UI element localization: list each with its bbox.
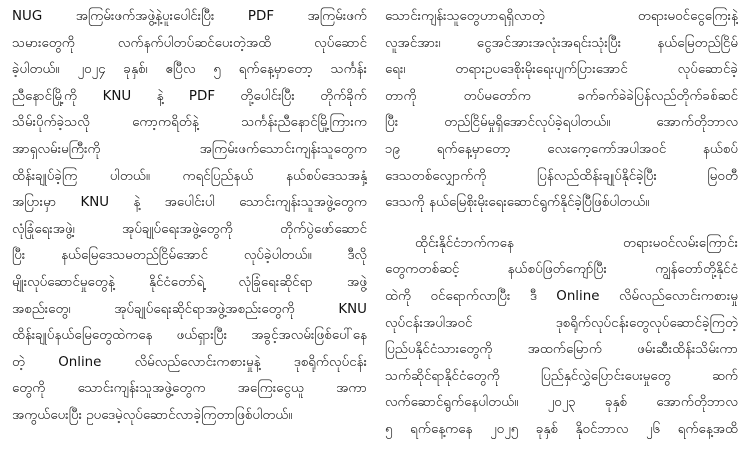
text-line: တွေကတစ်ဆင့် နယ်စပ်ဖြတ်ကျော်ပြီး ကျွန်တော်တို့နိုင်ငံ [385,262,738,278]
text-line: တွေကို သောင်းကျန်းသူအဖွဲ့တွေက အကြေးငွေယူ အကာ [12,381,367,397]
text-line: ပြီး တည်ငြိမ်မှုရှိအောင်လုပ်ခဲ့ရပါတယ်။ အောက်တိုဘာလ [385,115,738,131]
text-line: ထိန်းချုပ်ခဲ့ကြ ပါတယ်။ ကရင်ပြည်နယ် နယ်စပ်ဒေသအနှံ့ [12,168,367,184]
text-line: ရေး၊ တရားဥပဒေစိုးမိုးရေးပျက်ပြားအောင် လုပ်ဆောင်ခဲ့ [385,62,738,78]
text-line: ဒေသတစ်လျှောက်ကို ပြန်လည်ထိန်းချုပ်နိုင်ခဲ့ပြီး မြဝတီ [385,168,738,184]
paragraph-gap [385,217,738,231]
text-line: တာကို တပ်မတော်က ခက်ခက်ခဲခဲပြန်လည်တိုက်ခစ်ဆင် [385,88,738,104]
text-line: တဲ့ Online လိမ်လည်လောင်းကစားမှုနဲ့ ဒုစရိုက်လုပ်ငန်း [12,354,367,370]
text-line: ထိုင်းနိုင်ငံဘက်ကနေ တရားမဝင်လမ်းကြောင်း [415,235,738,251]
text-line: NUG အကြမ်းဖက်အဖွဲ့နဲ့ပူးပေါင်းပြီး PDF အကြမ်းဖက် [12,9,367,24]
text-line: ပြည်ပနိုင်ငံသားတွေကို အထက်မြောက် ဖမ်းဆီးထိန်းသိမ်းကာ [385,342,738,358]
text-line: မျိုးလုပ်ဆောင်မှုတွေနဲ့ နိုင်ငံတော်ရဲ့ လုံခြုံရေးဆိုင်ရာ အဖွဲ့ [12,274,367,290]
text-line: လုပ်ငန်းအပါအဝင် ဒုစရိုက်လုပ်ငန်းတွေလုပ်ဆောင်ခဲ့ကြတဲ့ [385,315,738,331]
text-line: လုံခြုံရေးအဖွဲ့၊ အုပ်ချုပ်ရေးအဖွဲ့တွေကို တိုက်ပွဲဖော်ဆောင် [12,221,367,237]
text-line: အစည်းတွေ၊ အုပ်ချုပ်ရေးဆိုင်ရာအဖွဲ့အစည်းတွေကို KNU [12,301,367,317]
text-line: အပြားမှာ KNU နဲ့ အပေါင်းပါ သောင်းကျန်းသူအဖွဲ့တွေက [12,195,367,211]
text-line: ဒေသကို နယ်မြေစိုးမိုးရေးဆောင်ရွက်နိုင်ခဲ့ပြီဖြစ်ပါတယ်။ [385,195,650,211]
text-line: လူအင်အား၊ ငွေအင်အားအလုံးအရင်းသုံးပြီး နယ်မြေတည်ငြိမ် [385,35,738,51]
text-line: ခဲ့ပါတယ်။ ၂၀၂၄ ခုနှစ်၊ ဧပြီလ ၅ ရက်နေ့မှာတော့ သင်္ကန်း [12,62,367,78]
paragraph-1 [385,4,738,217]
text-line: အကွယ်ပေးပြီး ဥပဒေမဲ့လုပ်ဆောင်လာခဲ့ကြတာဖြစ်ပါတယ်။ [12,407,293,423]
text-line: ထိန်းချုပ်နယ်မြေတွေထဲကနေ ဖယ်ရှားပြီး အခွင့်အလမ်းဖြစ်ပေါ်နေ [12,328,367,344]
text-line: သက်ဆိုင်ရာနိုင်ငံတွေကို ပြည်နှင်လွှဲပြောင်းပေးမှုတွေ ဆက် [385,368,738,384]
text-line: ညီနောင်မြို့ကို KNU နဲ့ PDF တို့ပေါင်းပြီး တိုက်ခိုက် [12,88,367,104]
right-column [385,4,738,444]
text-line: သမားတွေကို လက်နက်ပါတပ်ဆင်ပေးတဲ့အထိ လုပ်ဆောင် [12,35,367,51]
text-line: ၅ ရက်နေ့ကနေ ၂၀၂၅ ခုနှစ် နိုဝင်ဘာလ ၂၆ ရက်နေ့အထိ [385,421,738,437]
text-line: ၁၉ ရက်နေ့မှာတော့ လေးကေ့ကော်အပါအဝင် နယ်စပ် [385,141,738,157]
text-line: ပြီး နယ်မြေဒေသမတည်ငြိမ်အောင် လုပ်ခဲ့ပါတယ်။ ဒီလို [12,248,367,264]
text-line: အာရှလမ်းမကြီးကို အကြမ်းဖက်သောင်းကျန်းသူတွေက [12,141,367,157]
paragraph-2 [385,231,738,444]
text-line: လက်ဆောင်ရွက်နေပါတယ်။ ၂၀၂၃ ခုနှစ် အောက်တိုဘာလ [385,395,738,411]
text-line: သိမ်းပိုက်ခဲ့သလို ကော့ကရိတ်နဲ့ သင်္ကန်းညီနောင်မြို့ကြားက [12,115,367,131]
text-line: သောင်းကျန်းသူတွေဟာရရှိလာတဲ့ တရားမဝင်ငွေကြေးနဲ့ [385,9,738,24]
left-column [12,4,367,430]
text-line: ထဲကို ဝင်ရောက်လာပြီး ဒီ Online လိမ်လည်လောင်းကစားမှု [385,288,738,304]
